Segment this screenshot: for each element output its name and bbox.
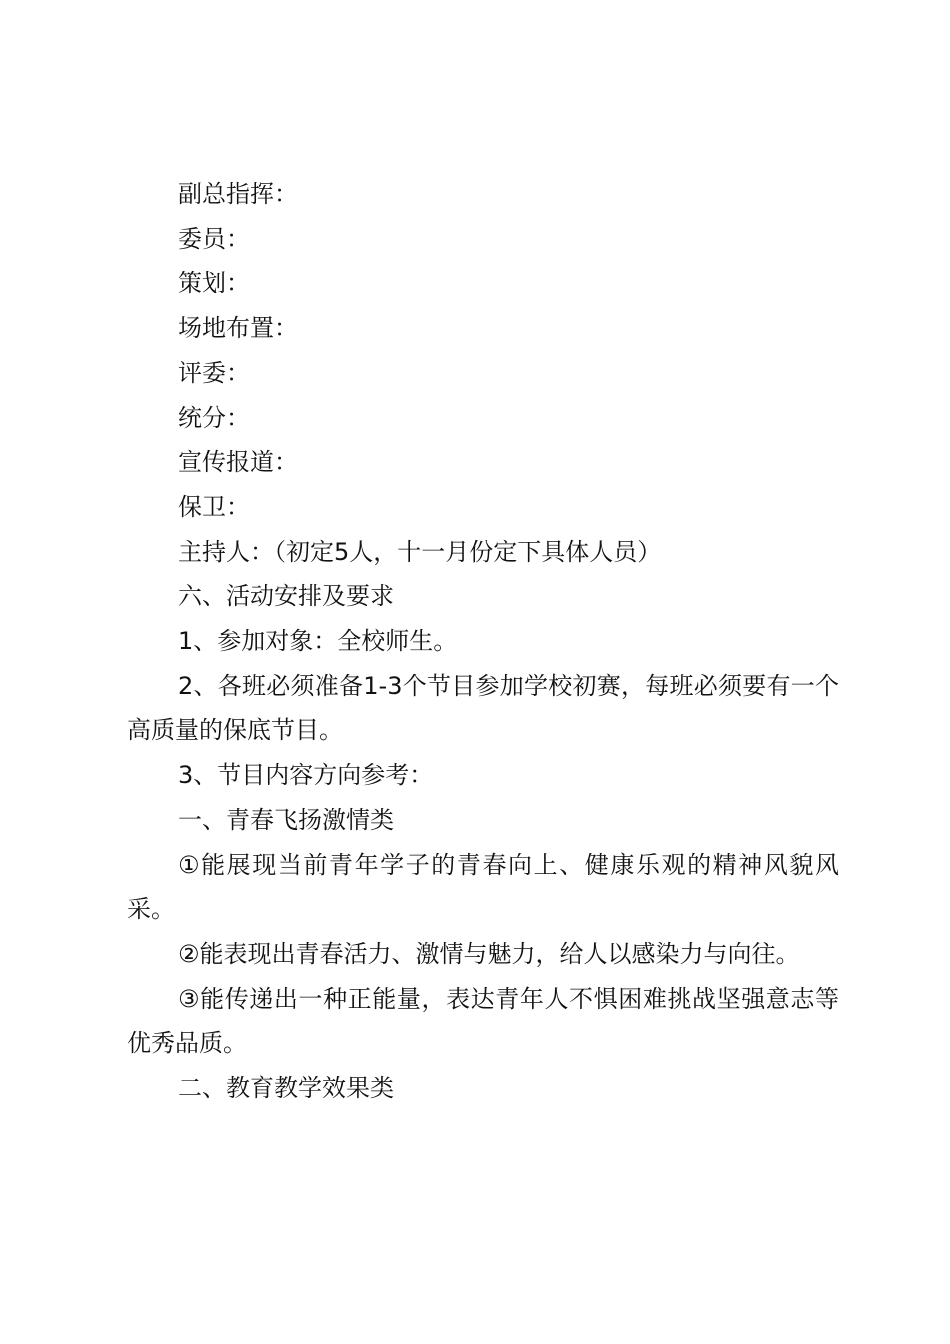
role-committee-members: 委员： <box>178 224 250 253</box>
role-venue-setup: 场地布置： <box>178 314 298 343</box>
category-youth-passion: 一、青春飞扬激情类 <box>178 805 394 834</box>
role-planning: 策划： <box>178 269 250 298</box>
document-body <box>127 172 839 1111</box>
item-class-programs: 2、各班必须准备1-3个节目参加学校初赛，每班必须要有一个高质量的保底节目。 <box>127 671 839 745</box>
point-1: ①能展现当前青年学子的青春向上、健康乐观的精神风貌风采。 <box>127 850 839 924</box>
role-scoring: 统分： <box>178 403 250 432</box>
role-judges: 评委： <box>178 358 250 387</box>
point-2: ②能表现出青春活力、激情与魅力，给人以感染力与向往。 <box>178 939 800 968</box>
role-hosts: 主持人：（初定5人，十一月份定下具体人员） <box>178 537 662 566</box>
section-heading-arrangements: 六、活动安排及要求 <box>178 582 394 611</box>
item-participants: 1、参加对象：全校师生。 <box>178 627 458 656</box>
point-3: ③能传递出一种正能量，表达青年人不惧困难挑战坚强意志等优秀品质。 <box>127 984 839 1058</box>
role-deputy-commander: 副总指挥： <box>178 180 298 208</box>
role-publicity: 宣传报道： <box>178 448 298 477</box>
item-content-direction: 3、节目内容方向参考： <box>178 761 434 790</box>
role-security: 保卫： <box>178 492 250 521</box>
category-education-effect: 二、教育教学效果类 <box>178 1074 394 1103</box>
